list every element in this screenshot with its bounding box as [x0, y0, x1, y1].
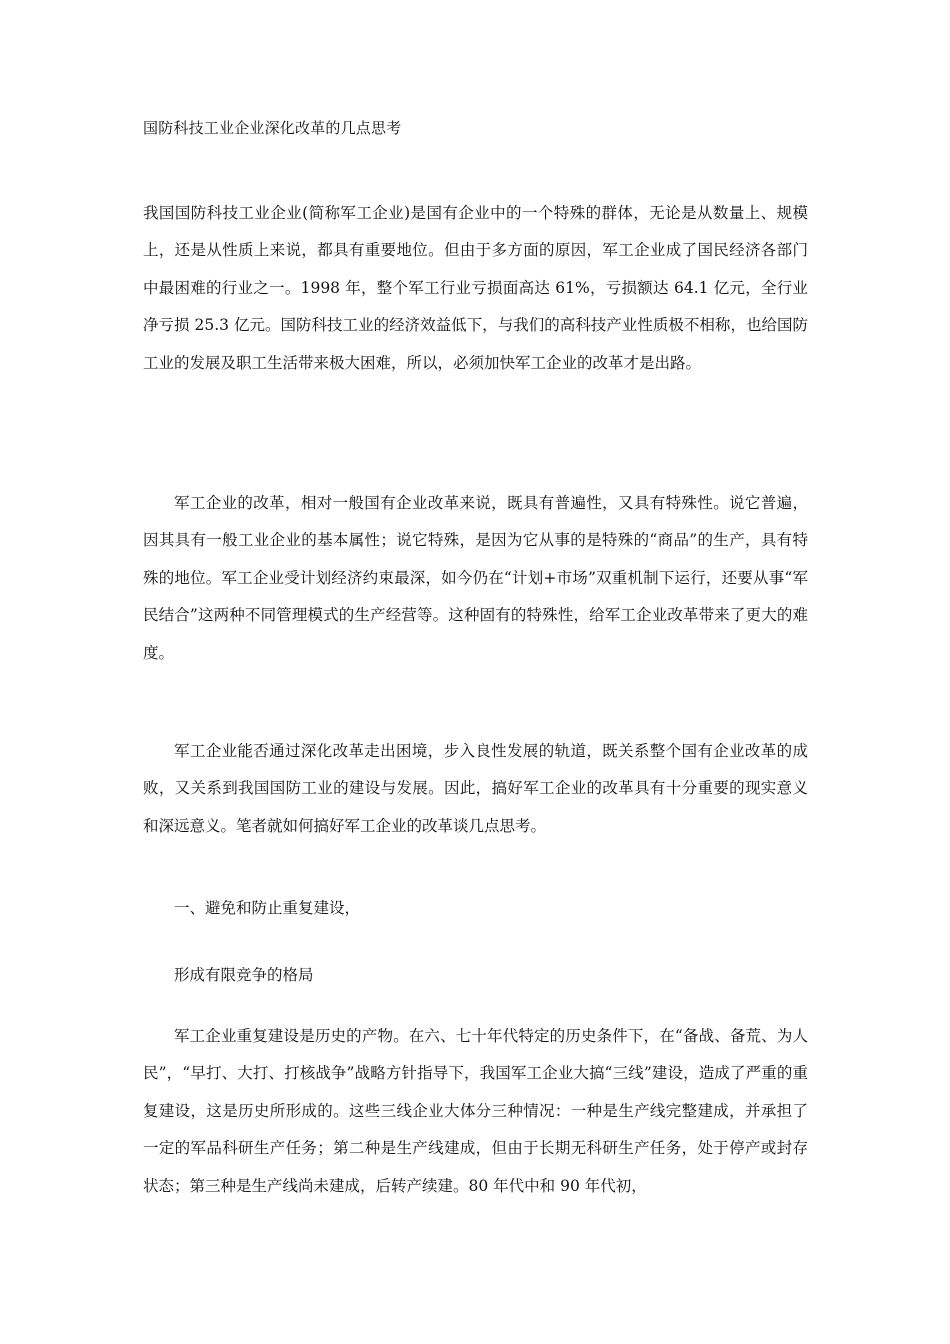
paragraph-intro: 我国国防科技工业企业(简称军工企业)是国有企业中的一个特殊的群体，无论是从数量上、规模上，还是从性质上来说，都具有重要地位。但由于多方面的原因，军工企业成了国民经济各部门中最困难的行业之一。1998 年，整个军工行业亏损面高达 61%，亏损额达 64.1 亿元，全行业净亏损 25.3 亿元。国防科技工业的经济效益低下，与我们的高科技产业性质极不相称，也给国防工业的发展及职工生活带来极大困难，所以，必须加快军工企业的改革才是出路。: [143, 204, 808, 372]
document-title: 国防科技工业企业深化改革的几点思考: [143, 119, 402, 137]
paragraph-duplicate-construction: 军工企业重复建设是历史的产物。在六、七十年代特定的历史条件下，在“备战、备荒、为人民”，“早打、大打、打核战争”战略方针指导下，我国军工企业大搞“三线”建设，造成了严重的重复建设，这是历史所形成的。这些三线企业大体分三种情况：一种是生产线完整建成，并承担了一定的军品科研生产任务；第二种是生产线建成，但由于长期无科研生产任务，处于停产或封存状态；第三种是生产线尚未建成，后转产续建。80 年代中和 90 年代初，: [143, 1027, 808, 1195]
paragraph-reform-nature: 军工企业的改革，相对一般国有企业改革来说，既具有普遍性，又具有特殊性。说它普遍，因其具有一般工业企业的基本属性；说它特殊，是因为它从事的是特殊的“商品”的生产，具有特殊的地位。军工企业受计划经济约束最深，如今仍在“计划+市场”双重机制下运行，还要从事“军民结合”这两种不同管理模式的生产经营等。这种固有的特殊性，给军工企业改革带来了更大的难度。: [143, 494, 808, 662]
paragraph-reform-significance: 军工企业能否通过深化改革走出困境，步入良性发展的轨道，既关系整个国有企业改革的成败，又关系到我国国防工业的建设与发展。因此，搞好军工企业的改革具有十分重要的现实意义和深远意义。笔者就如何搞好军工企业的改革谈几点思考。: [143, 742, 808, 835]
section-subheading: 形成有限竞争的格局: [174, 966, 314, 984]
section-heading: 一、避免和防止重复建设，: [174, 899, 361, 917]
